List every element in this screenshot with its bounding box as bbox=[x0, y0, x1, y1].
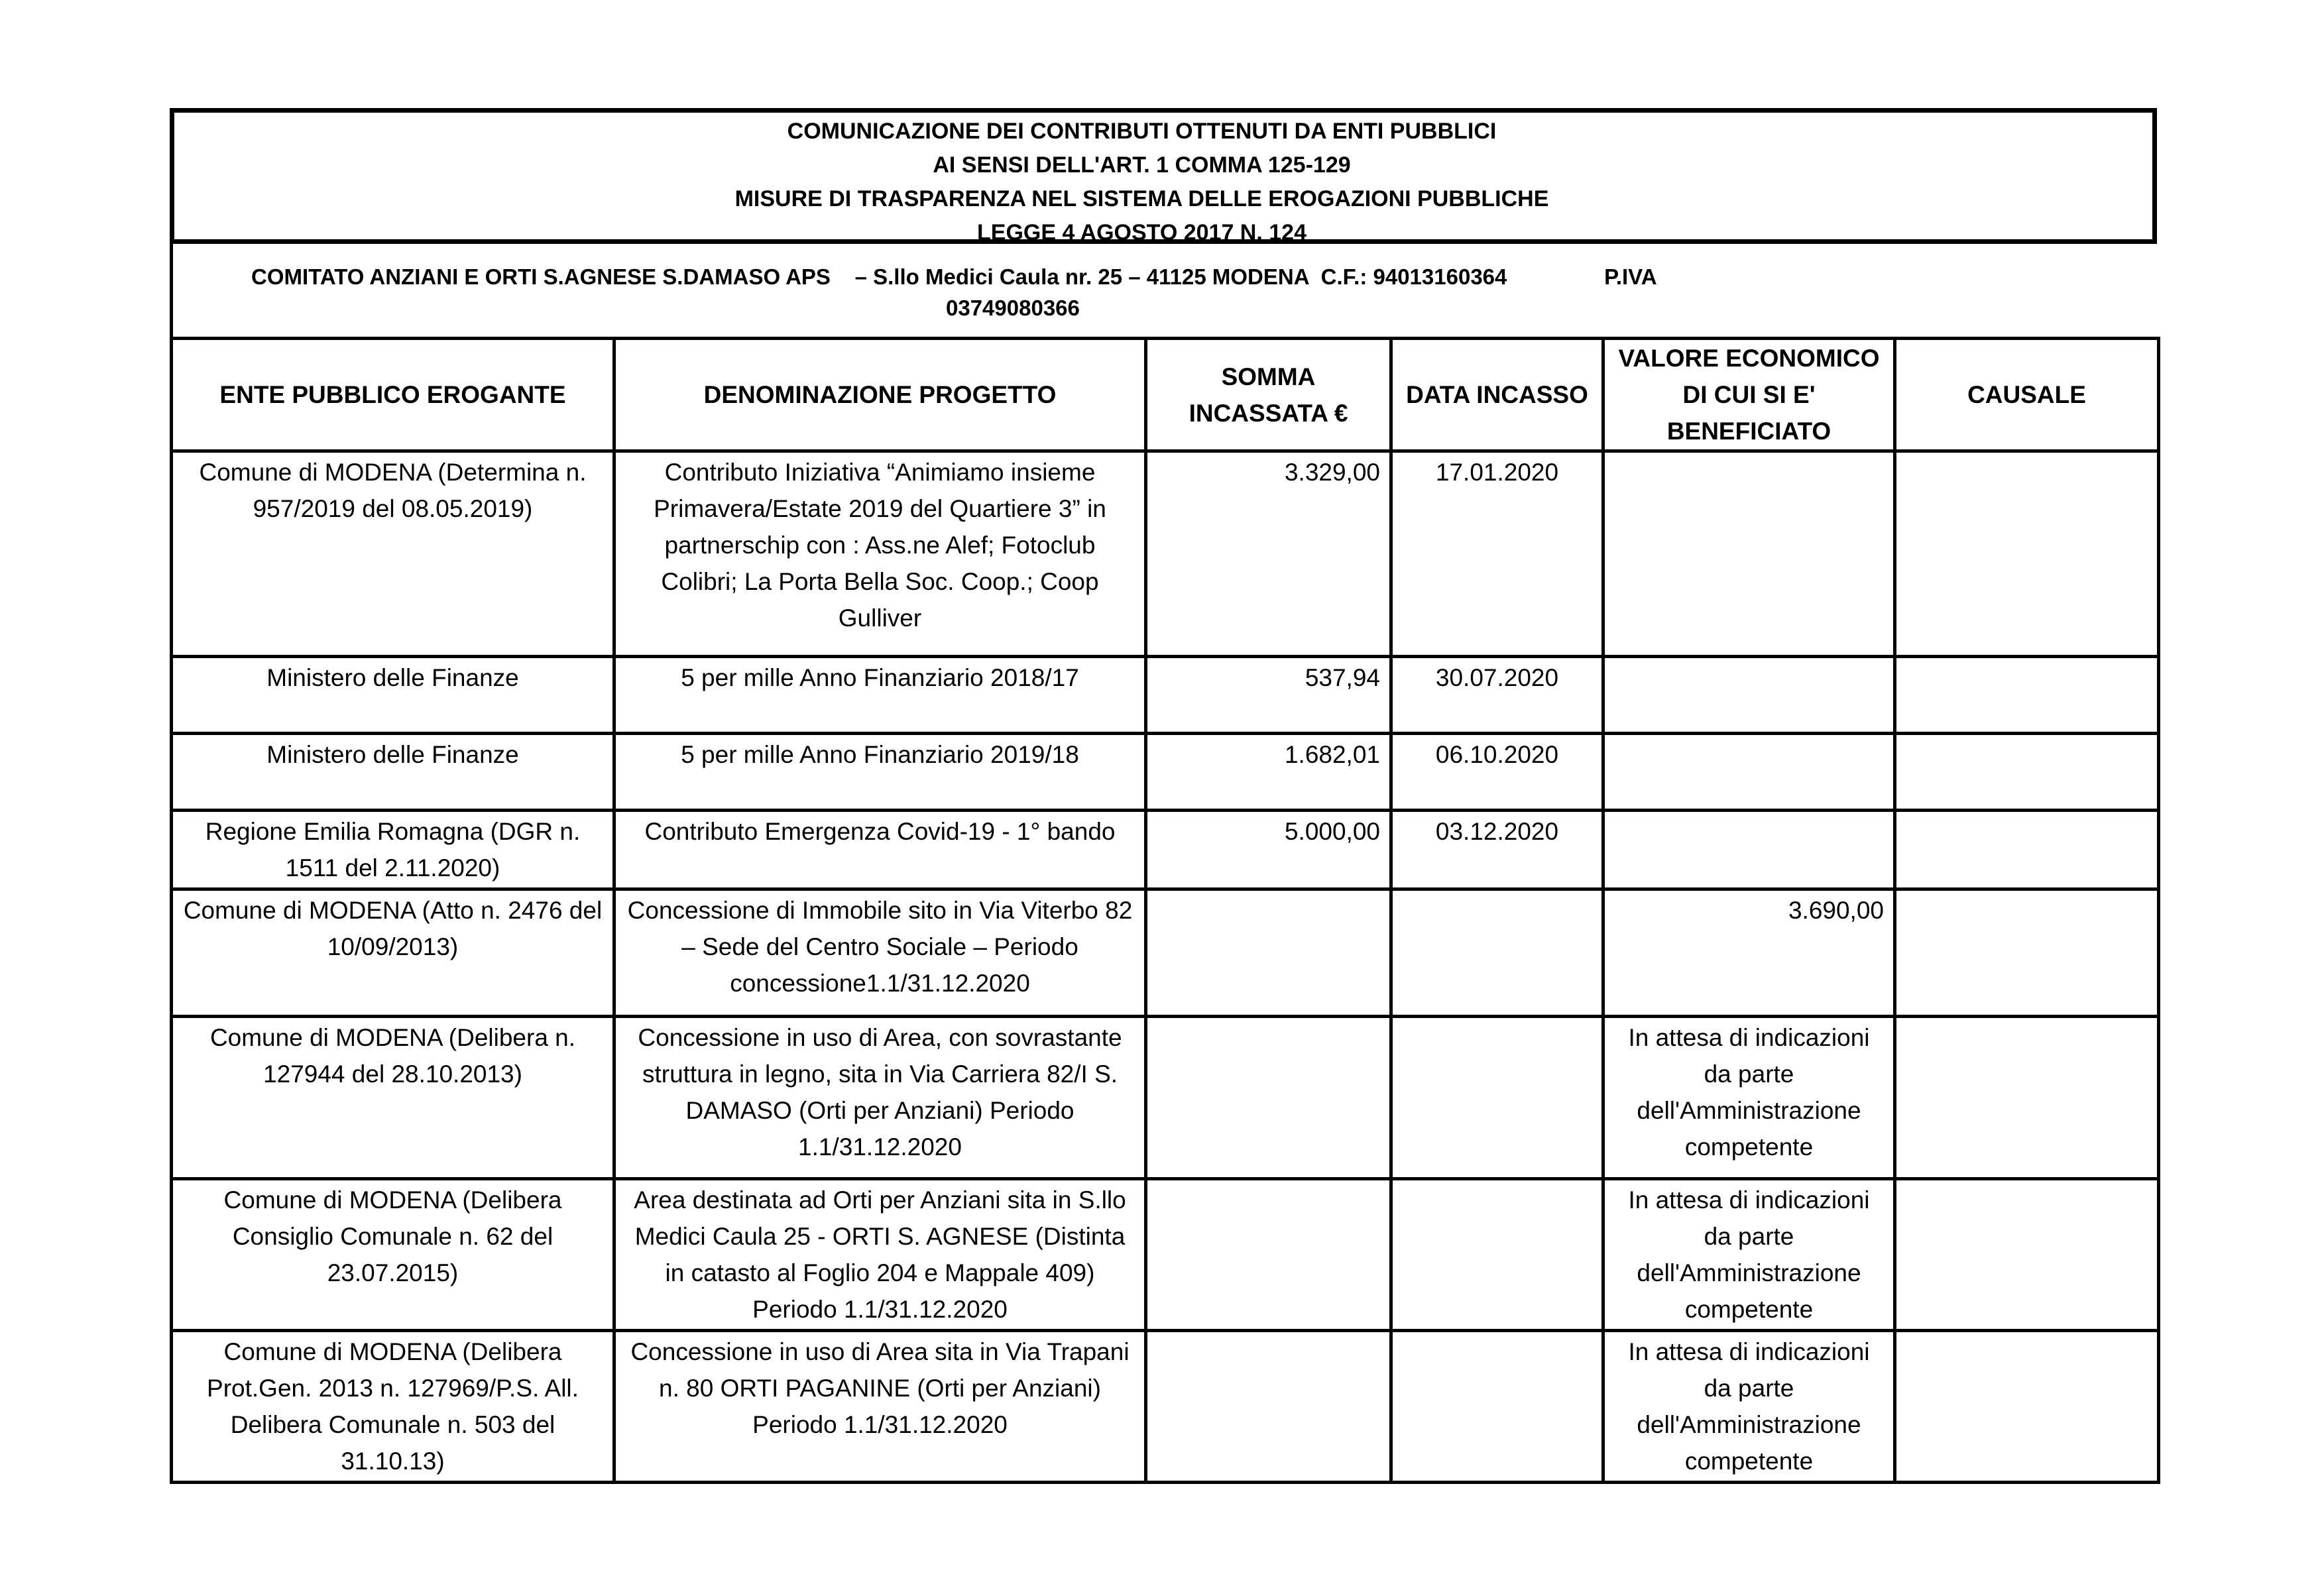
cell-progetto: Concessione di Immobile sito in Via Viterbo 82 – Sede del Centro Sociale – Periodo concessione1.1/31.12.2020 bbox=[614, 889, 1146, 1017]
cell-progetto: Area destinata ad Orti per Anziani sita in S.llo Medici Caula 25 - ORTI S. AGNESE (Distinta in catasto al Foglio 204 e Mappale 409) Periodo 1.1/31.12.2020 bbox=[614, 1179, 1146, 1331]
cell-valore: In attesa di indicazioni da parte dell'Amministrazione competente bbox=[1603, 1017, 1895, 1179]
cell-ente: Comune di MODENA (Determina n. 957/2019 del 08.05.2019) bbox=[172, 451, 614, 657]
cell-ente: Ministero delle Finanze bbox=[172, 657, 614, 734]
cell-causale bbox=[1895, 657, 2159, 734]
cell-ente: Comune di MODENA (Delibera Consiglio Comunale n. 62 del 23.07.2015) bbox=[172, 1179, 614, 1331]
cell-somma: 1.682,01 bbox=[1146, 734, 1391, 811]
table-row bbox=[172, 657, 2159, 734]
cell-ente: Comune di MODENA (Delibera Prot.Gen. 2013 n. 127969/P.S. All. Delibera Comunale n. 503 del 31.10.13) bbox=[172, 1331, 614, 1483]
cell-valore: In attesa di indicazioni da parte dell'Amministrazione competente bbox=[1603, 1331, 1895, 1483]
column-header: CAUSALE bbox=[1895, 339, 2159, 451]
cell-somma: 3.329,00 bbox=[1146, 451, 1391, 657]
cell-data bbox=[1391, 1331, 1603, 1483]
title-line: COMUNICAZIONE DEI CONTRIBUTI OTTENUTI DA ENTI PUBBLICI bbox=[787, 119, 1497, 144]
cell-somma: 537,94 bbox=[1146, 657, 1391, 734]
cell-somma bbox=[1146, 889, 1391, 1017]
cell-data bbox=[1391, 1017, 1603, 1179]
contributions-table bbox=[170, 337, 2160, 1484]
cell-causale bbox=[1895, 1179, 2159, 1331]
cell-causale bbox=[1895, 734, 2159, 811]
cell-causale bbox=[1895, 889, 2159, 1017]
cell-data bbox=[1391, 889, 1603, 1017]
cell-causale bbox=[1895, 1017, 2159, 1179]
cell-progetto: 5 per mille Anno Finanziario 2018/17 bbox=[614, 657, 1146, 734]
cell-somma bbox=[1146, 1017, 1391, 1179]
cell-valore bbox=[1603, 734, 1895, 811]
column-header: SOMMA INCASSATA € bbox=[1146, 339, 1391, 451]
cell-valore bbox=[1603, 657, 1895, 734]
column-header: DATA INCASSO bbox=[1391, 339, 1603, 451]
cell-valore bbox=[1603, 451, 1895, 657]
document-title bbox=[170, 108, 2157, 244]
cell-progetto: 5 per mille Anno Finanziario 2019/18 bbox=[614, 734, 1146, 811]
cell-data: 06.10.2020 bbox=[1391, 734, 1603, 811]
title-line: LEGGE 4 AGOSTO 2017 N. 124 bbox=[977, 220, 1307, 245]
cell-progetto: Contributo Iniziativa “Animiamo insieme Primavera/Estate 2019 del Quartiere 3” in partnerschip con : Ass.ne Alef; Fotoclub Colibri; La Porta Bella Soc. Coop.; Coop Gulliver bbox=[614, 451, 1146, 657]
table-row bbox=[172, 734, 2159, 811]
table-row bbox=[172, 1017, 2159, 1179]
table-row bbox=[172, 811, 2159, 889]
cell-somma bbox=[1146, 1179, 1391, 1331]
cell-data: 03.12.2020 bbox=[1391, 811, 1603, 889]
cell-causale bbox=[1895, 451, 2159, 657]
organization-details: COMITATO ANZIANI E ORTI S.AGNESE S.DAMASO APS – S.llo Medici Caula nr. 25 – 41125 MODENA C.F.: 94013160364 P.IVA bbox=[251, 264, 1657, 289]
table-row bbox=[172, 1331, 2159, 1483]
organization-vat: 03749080366 bbox=[946, 296, 1080, 320]
cell-ente: Comune di MODENA (Delibera n. 127944 del 28.10.2013) bbox=[172, 1017, 614, 1179]
column-header: ENTE PUBBLICO EROGANTE bbox=[172, 339, 614, 451]
title-line: MISURE DI TRASPARENZA NEL SISTEMA DELLE EROGAZIONI PUBBLICHE bbox=[734, 186, 1549, 211]
cell-valore: 3.690,00 bbox=[1603, 889, 1895, 1017]
cell-ente: Regione Emilia Romagna (DGR n. 1511 del 2.11.2020) bbox=[172, 811, 614, 889]
column-header: DENOMINAZIONE PROGETTO bbox=[614, 339, 1146, 451]
cell-causale bbox=[1895, 1331, 2159, 1483]
title-line: AI SENSI DELL'ART. 1 COMMA 125-129 bbox=[933, 152, 1351, 178]
column-header: VALORE ECONOMICO DI CUI SI E' BENEFICIATO bbox=[1603, 339, 1895, 451]
cell-ente: Ministero delle Finanze bbox=[172, 734, 614, 811]
cell-somma: 5.000,00 bbox=[1146, 811, 1391, 889]
table-header-row bbox=[172, 339, 2159, 451]
cell-valore bbox=[1603, 811, 1895, 889]
cell-causale bbox=[1895, 811, 2159, 889]
cell-somma bbox=[1146, 1331, 1391, 1483]
cell-data bbox=[1391, 1179, 1603, 1331]
document-sheet bbox=[170, 108, 2157, 1484]
cell-progetto: Concessione in uso di Area sita in Via Trapani n. 80 ORTI PAGANINE (Orti per Anziani) Periodo 1.1/31.12.2020 bbox=[614, 1331, 1146, 1483]
cell-progetto: Concessione in uso di Area, con sovrastante struttura in legno, sita in Via Carriera 82/I S. DAMASO (Orti per Anziani) Periodo 1.1/31.12.2020 bbox=[614, 1017, 1146, 1179]
cell-data: 30.07.2020 bbox=[1391, 657, 1603, 734]
cell-data: 17.01.2020 bbox=[1391, 451, 1603, 657]
table-row bbox=[172, 1179, 2159, 1331]
organization-info bbox=[170, 244, 2157, 337]
cell-ente: Comune di MODENA (Atto n. 2476 del 10/09/2013) bbox=[172, 889, 614, 1017]
cell-progetto: Contributo Emergenza Covid-19 - 1° bando bbox=[614, 811, 1146, 889]
table-row bbox=[172, 451, 2159, 657]
cell-valore: In attesa di indicazioni da parte dell'Amministrazione competente bbox=[1603, 1179, 1895, 1331]
table-row bbox=[172, 889, 2159, 1017]
